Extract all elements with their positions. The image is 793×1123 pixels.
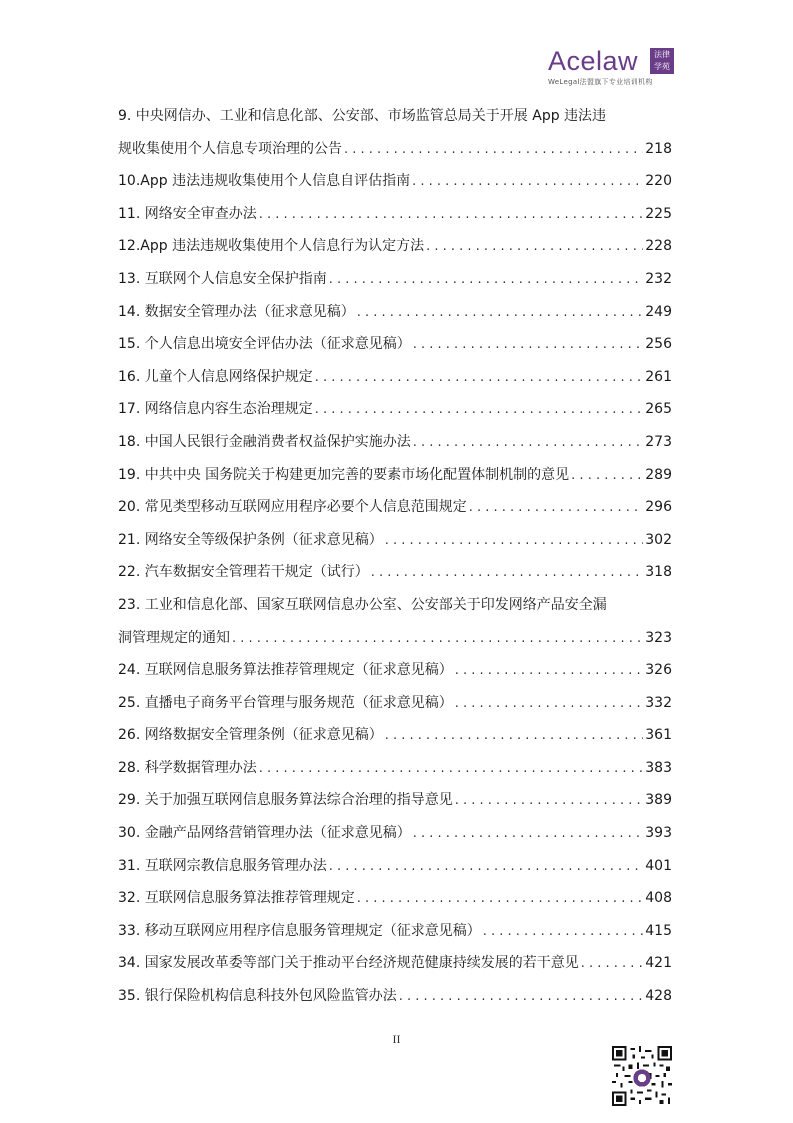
logo-tagline: WeLegal法盟旗下专业培训机构	[548, 78, 653, 86]
toc-entry-title: 12.App 违法违规收集使用个人信息行为认定方法	[118, 238, 425, 255]
qr-code-icon	[612, 1046, 672, 1106]
toc-entry-title: 规收集使用个人信息专项治理的公告	[118, 140, 342, 157]
toc-entry[interactable]	[118, 817, 672, 850]
toc-entry-title: 28. 科学数据管理办法	[118, 759, 257, 776]
toc-entry-row	[118, 556, 672, 590]
toc-entry-title: 洞管理规定的通知	[118, 629, 230, 646]
toc-entry-row	[118, 622, 672, 656]
toc-leader-dots	[344, 134, 643, 167]
toc-entry[interactable]	[118, 719, 672, 752]
toc-entry[interactable]	[118, 687, 672, 720]
toc-entry-page: 296	[645, 499, 672, 516]
toc-entry-row	[118, 947, 672, 981]
toc-leader-dots	[413, 427, 644, 460]
toc-entry-row	[118, 459, 672, 493]
toc-entry-page: 421	[645, 955, 672, 972]
toc-entry-page: 323	[645, 629, 672, 646]
toc-entry-row	[118, 393, 672, 427]
toc-entry-title: 15. 个人信息出境安全评估办法（征求意见稿）	[118, 336, 411, 353]
toc-leader-dots	[329, 264, 644, 297]
toc-entry[interactable]	[118, 165, 672, 198]
toc-entry-title: 26. 网络数据安全管理条例（征求意见稿）	[118, 727, 383, 744]
toc-entry-row	[118, 230, 672, 264]
toc-leader-dots	[357, 883, 644, 916]
toc-entry-row	[118, 915, 672, 949]
toc-entry-page: 261	[645, 368, 672, 385]
toc-entry-title: 31. 互联网宗教信息服务管理办法	[118, 857, 327, 874]
toc-entry[interactable]	[118, 947, 672, 980]
toc-entry-page: 220	[645, 173, 672, 190]
acelaw-logo	[548, 46, 748, 86]
toc-entry-row	[118, 328, 672, 362]
toc-entry-row	[118, 133, 672, 167]
toc-entry[interactable]	[118, 654, 672, 687]
logo-wordmark: Acelaw	[548, 46, 639, 76]
toc-entry-page: 228	[645, 238, 672, 255]
toc-entry-row	[118, 752, 672, 786]
toc-leader-dots	[455, 688, 644, 721]
toc-entry-page: 415	[645, 922, 672, 939]
toc-leader-dots	[571, 460, 643, 493]
toc-entry-title: 11. 网络安全审查办法	[118, 205, 257, 222]
toc-entry[interactable]	[118, 850, 672, 883]
toc-entry[interactable]	[118, 230, 672, 263]
toc-entry-title: 19. 中共中央 国务院关于构建更加完善的要素市场化配置体制机制的意见	[118, 466, 570, 483]
toc-entry-title: 18. 中国人民银行金融消费者权益保护实施办法	[118, 433, 411, 450]
toc-entry[interactable]	[118, 393, 672, 426]
toc-leader-dots	[315, 362, 644, 395]
toc-entry-title: 21. 网络安全等级保护条例（征求意见稿）	[118, 531, 383, 548]
toc-entry[interactable]	[118, 296, 672, 329]
toc-leader-dots	[315, 394, 644, 427]
toc-entry-title: 13. 互联网个人信息安全保护指南	[118, 270, 327, 287]
toc-entry-title: 22. 汽车数据安全管理若干规定（试行）	[118, 564, 369, 581]
toc-entry-row	[118, 850, 672, 884]
toc-entry[interactable]	[118, 882, 672, 915]
toc-entry-row	[118, 784, 672, 818]
toc-leader-dots	[329, 851, 644, 884]
toc-entry-row	[118, 980, 672, 1014]
toc-entry-page: 332	[645, 694, 672, 711]
toc-entry-page: 428	[645, 988, 672, 1005]
toc-entry-page: 318	[645, 564, 672, 581]
toc-entry-title: 30. 金融产品网络营销管理办法（征求意见稿）	[118, 825, 411, 842]
toc-entry-title: 17. 网络信息内容生态治理规定	[118, 401, 313, 418]
toc-entry-title: 29. 关于加强互联网信息服务算法综合治理的指导意见	[118, 792, 453, 809]
toc-leader-dots	[399, 981, 644, 1014]
toc-entry-row	[118, 654, 672, 688]
toc-leader-dots	[385, 720, 644, 753]
toc-entry-row	[118, 817, 672, 851]
toc-leader-dots	[259, 199, 644, 232]
toc-entry-title: 16. 儿童个人信息网络保护规定	[118, 368, 313, 385]
toc-entry-row	[118, 361, 672, 395]
toc-entry-title: 35. 银行保险机构信息科技外包风险监管办法	[118, 988, 397, 1005]
toc-entry[interactable]	[118, 491, 672, 524]
toc-entry-title-line1: 9. 中央网信办、工业和信息化部、公安部、市场监管总局关于开展 App 违法违	[118, 108, 607, 124]
table-of-contents	[118, 100, 672, 1013]
toc-entry[interactable]	[118, 459, 672, 492]
toc-entry-page: 256	[645, 336, 672, 353]
logo-badge	[650, 48, 674, 74]
toc-leader-dots	[483, 916, 644, 949]
toc-entry-row	[118, 165, 672, 199]
toc-entry-row	[118, 524, 672, 558]
toc-entry-page: 225	[645, 205, 672, 222]
toc-entry-page: 383	[645, 759, 672, 776]
toc-entry-title: 10.App 违法违规收集使用个人信息自评估指南	[118, 173, 411, 190]
toc-entry[interactable]	[118, 426, 672, 459]
toc-entry-page: 361	[645, 727, 672, 744]
toc-entry[interactable]	[118, 263, 672, 296]
toc-entry[interactable]	[118, 752, 672, 785]
toc-entry[interactable]	[118, 198, 672, 231]
toc-entry[interactable]	[118, 524, 672, 557]
toc-entry-page: 289	[645, 466, 672, 483]
toc-leader-dots	[385, 525, 644, 558]
toc-entry-page: 273	[645, 433, 672, 450]
toc-entry-row	[118, 198, 672, 232]
toc-leader-dots	[455, 785, 644, 818]
toc-entry-page: 265	[645, 401, 672, 418]
toc-entry-title: 20. 常见类型移动互联网应用程序必要个人信息范围规定	[118, 499, 467, 516]
toc-leader-dots	[413, 818, 644, 851]
toc-entry[interactable]	[118, 915, 672, 948]
toc-entry-title: 24. 互联网信息服务算法推荐管理规定（征求意见稿）	[118, 662, 453, 679]
toc-entry-page: 326	[645, 662, 672, 679]
toc-entry-title: 34. 国家发展改革委等部门关于推动平台经济规范健康持续发展的若干意见	[118, 955, 579, 972]
toc-leader-dots	[371, 557, 644, 590]
toc-entry[interactable]	[118, 328, 672, 361]
toc-entry-title: 32. 互联网信息服务算法推荐管理规定	[118, 890, 355, 907]
toc-entry[interactable]	[118, 784, 672, 817]
page-number: II	[392, 1032, 401, 1046]
toc-entry-title: 14. 数据安全管理办法（征求意见稿）	[118, 303, 355, 320]
toc-entry-title: 25. 直播电子商务平台管理与服务规范（征求意见稿）	[118, 694, 453, 711]
toc-leader-dots	[581, 948, 644, 981]
toc-entry-page: 401	[645, 857, 672, 874]
toc-leader-dots	[259, 753, 644, 786]
toc-entry-page: 389	[645, 792, 672, 809]
toc-entry-row	[118, 687, 672, 721]
toc-entry-row	[118, 719, 672, 753]
toc-leader-dots	[357, 297, 644, 330]
toc-entry-row	[118, 882, 672, 916]
toc-entry[interactable]	[118, 589, 672, 654]
toc-entry-page: 408	[645, 890, 672, 907]
toc-entry-row	[118, 296, 672, 330]
toc-entry-title-line1: 23. 工业和信息化部、国家互联网信息办公室、公安部关于印发网络产品安全漏	[118, 596, 607, 613]
toc-leader-dots	[426, 231, 643, 264]
toc-entry-page: 218	[645, 140, 672, 157]
toc-leader-dots	[412, 166, 643, 199]
logo-badge-line2: 学苑	[654, 62, 670, 71]
toc-entry[interactable]	[118, 361, 672, 394]
toc-leader-dots	[455, 655, 644, 688]
toc-entry-page: 302	[645, 531, 672, 548]
toc-entry-page: 232	[645, 270, 672, 287]
toc-entry-row	[118, 491, 672, 525]
logo-badge-line1: 法律	[654, 50, 670, 59]
toc-entry[interactable]	[118, 980, 672, 1013]
toc-entry-row	[118, 426, 672, 460]
toc-leader-dots	[469, 492, 644, 525]
toc-entry-page: 393	[645, 825, 672, 842]
toc-entry-page: 249	[645, 303, 672, 320]
toc-leader-dots	[413, 329, 644, 362]
toc-entry-row	[118, 263, 672, 297]
toc-entry[interactable]	[118, 556, 672, 589]
toc-entry[interactable]	[118, 100, 672, 165]
toc-entry-title: 33. 移动互联网应用程序信息服务管理规定（征求意见稿）	[118, 922, 481, 939]
toc-leader-dots	[232, 623, 643, 656]
